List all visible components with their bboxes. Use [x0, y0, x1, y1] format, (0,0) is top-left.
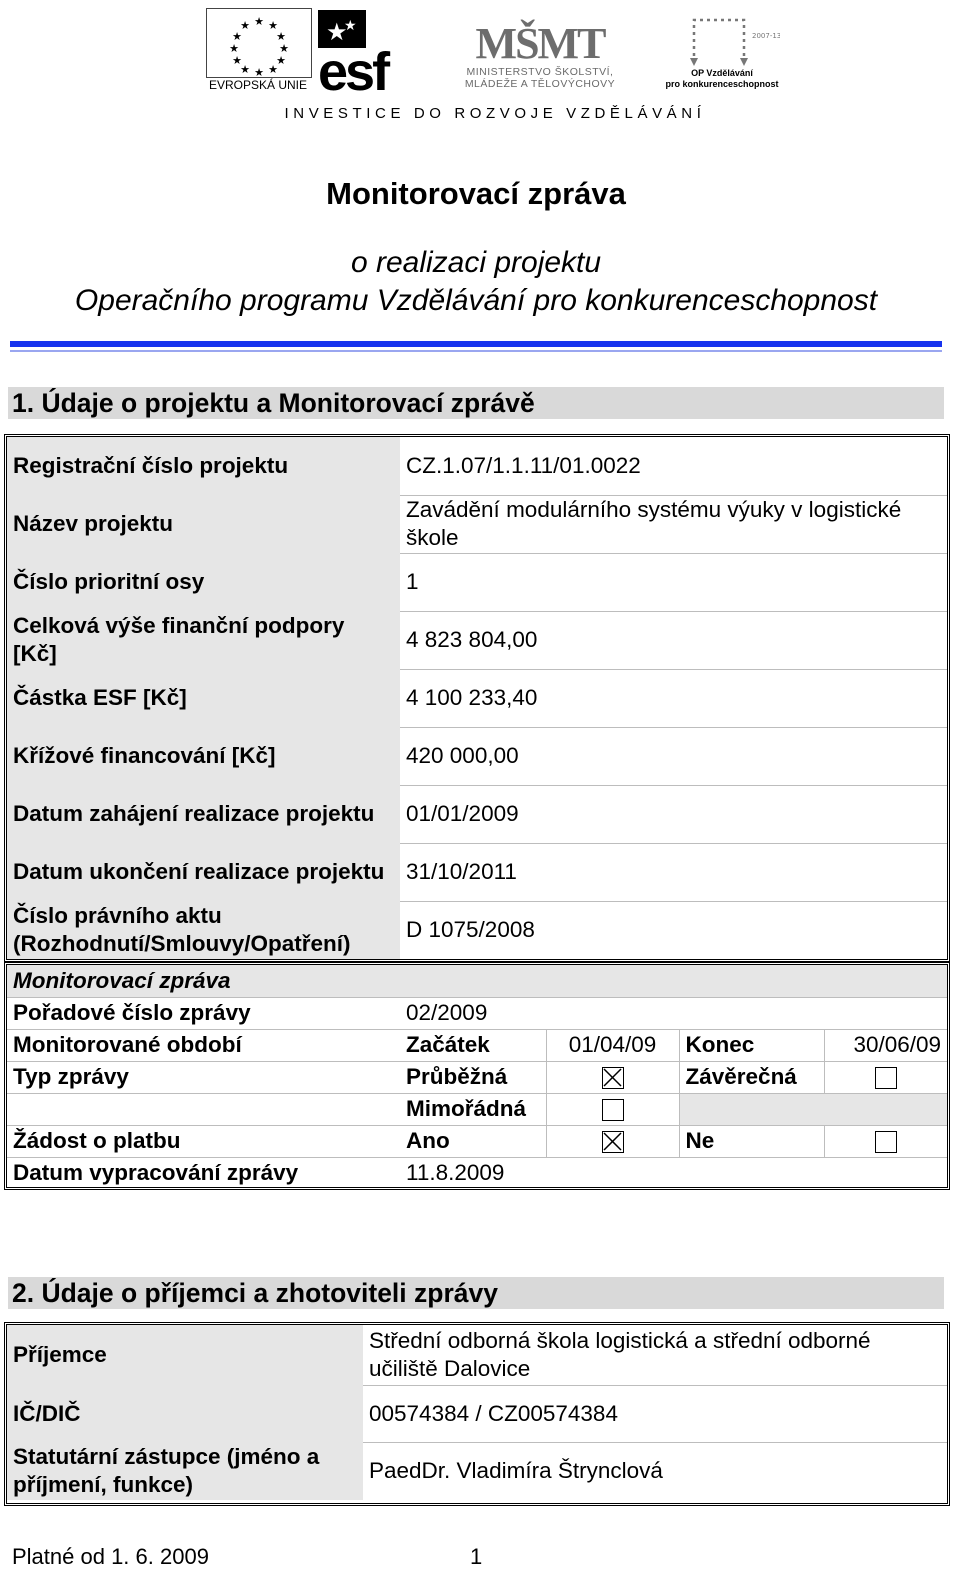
report-type-label: Typ zprávy: [7, 1061, 400, 1093]
row-value: CZ.1.07/1.1.11/01.0022: [400, 437, 947, 495]
table-row: [7, 1061, 947, 1093]
title-divider-shadow: [10, 350, 942, 352]
svg-text:★: ★: [276, 55, 286, 67]
table-row: [7, 901, 947, 959]
payment-no-label: Ne: [679, 1125, 824, 1157]
row-label: Číslo právního aktu (Rozhodnutí/Smlouvy/Opatření): [7, 901, 400, 959]
table-row: [7, 495, 947, 553]
type-interim-checkbox[interactable]: [602, 1067, 624, 1089]
table-row: [7, 1442, 947, 1500]
op-caption-line1: OP Vzdělávání: [691, 68, 753, 78]
msmt-caption-line1: MINISTERSTVO ŠKOLSTVÍ,: [466, 66, 614, 78]
row-value: Zavádění modulárního systému výuky v logistické škole: [400, 495, 947, 553]
recipient-table: [4, 1322, 950, 1506]
row-value: 420 000,00: [400, 727, 947, 785]
row-label: Celková výše finanční podpory [Kč]: [7, 611, 400, 669]
period-end-value: 30/06/09: [824, 1029, 947, 1061]
table-row: [7, 997, 947, 1029]
report-heading: Monitorovací zpráva: [7, 965, 947, 997]
svg-text:★: ★: [240, 64, 250, 76]
row-label: Částka ESF [Kč]: [7, 669, 400, 727]
period-label: Monitorované období: [7, 1029, 400, 1061]
msmt-caption-line2: MLÁDEŽE A TĚLOVÝCHOVY: [464, 78, 616, 90]
svg-text:★: ★: [229, 43, 239, 55]
svg-text:★: ★: [344, 18, 357, 34]
type-extra-checkbox[interactable]: [602, 1099, 624, 1121]
row-value: 4 823 804,00: [400, 611, 947, 669]
period-start-value: 01/04/09: [546, 1029, 679, 1061]
section-2-heading: 2. Údaje o příjemci a zhotoviteli zprávy: [8, 1277, 944, 1309]
msmt-logo: [452, 8, 628, 94]
eu-caption: EVROPSKÁ UNIE: [208, 78, 308, 92]
svg-text:★: ★: [326, 18, 348, 46]
table-row: [7, 785, 947, 843]
table-row: [7, 553, 947, 611]
table-row: [7, 669, 947, 727]
row-value: D 1075/2008: [406, 917, 535, 943]
row-label: Registrační číslo projektu: [7, 437, 400, 495]
esf-logo: [318, 10, 414, 92]
row-value: 4 100 233,40: [400, 669, 947, 727]
table-row: [7, 1157, 947, 1189]
page-number: 1: [470, 1544, 483, 1569]
eu-flag-icon: [206, 8, 312, 78]
report-number-label: Pořadové číslo zprávy: [7, 997, 400, 1029]
svg-text:★: ★: [254, 16, 264, 28]
row-value: 1: [400, 553, 947, 611]
row-value: PaedDr. Vladimíra Štrynclová: [369, 1458, 663, 1484]
row-label: Příjemce: [7, 1325, 363, 1385]
op-logo-icon: [664, 8, 780, 66]
svg-text:★: ★: [254, 67, 264, 77]
svg-text:★: ★: [232, 31, 242, 43]
row-label: Datum ukončení realizace projektu: [7, 843, 400, 901]
document-title: Monitorovací zpráva: [326, 176, 626, 211]
report-date-value: 11.8.2009: [406, 1160, 505, 1186]
table-row: [7, 1093, 947, 1125]
document-subtitle-1: o realizaci projektu: [350, 246, 602, 279]
period-start-label: Začátek: [400, 1029, 546, 1061]
op-caption-line2: pro konkurenceschopnost: [665, 79, 779, 89]
row-label: IČ/DIČ: [7, 1385, 363, 1442]
title-divider: [10, 341, 942, 347]
row-label: Statutární zástupce (jméno a příjmení, funkce): [7, 1442, 363, 1500]
type-interim-label: Průběžná: [400, 1061, 546, 1093]
table-row: [7, 965, 947, 997]
esf-logo-text: esf: [318, 42, 388, 92]
table-row: [7, 1029, 947, 1061]
svg-text:★: ★: [268, 20, 278, 32]
payment-no-checkbox[interactable]: [875, 1131, 897, 1153]
period-end-label: Konec: [679, 1029, 824, 1061]
svg-text:★: ★: [279, 43, 289, 55]
row-value: 31/10/2011: [400, 843, 947, 901]
row-label: Křížové financování [Kč]: [7, 727, 400, 785]
row-label: Číslo prioritní osy: [7, 553, 400, 611]
table-row: [7, 843, 947, 901]
row-value: 00574384 / CZ00574384: [363, 1385, 947, 1442]
table-row: [7, 727, 947, 785]
op-logo: [664, 8, 780, 94]
report-date-label: Datum vypracování zprávy: [13, 1160, 299, 1186]
table-row: [7, 611, 947, 669]
report-number-value: 02/2009: [400, 997, 947, 1029]
type-final-label: Závěrečná: [679, 1061, 824, 1093]
document-subtitle-2: Operačního programu Vzdělávání pro konkurenceschopnost: [74, 284, 878, 317]
row-value: 01/01/2009: [400, 785, 947, 843]
svg-text:★: ★: [354, 14, 363, 25]
table-row: [7, 1385, 947, 1442]
svg-text:★: ★: [240, 20, 250, 32]
svg-text:★: ★: [232, 55, 242, 67]
table-row: [7, 1125, 947, 1157]
section-1-heading: 1. Údaje o projektu a Monitorovací zprávě: [8, 387, 944, 419]
row-label: Datum zahájení realizace projektu: [7, 785, 400, 843]
payment-yes-label: Ano: [400, 1125, 546, 1157]
row-value: Střední odborná škola logistická a střední odborné učiliště Dalovice: [363, 1325, 947, 1385]
report-info-table: [4, 962, 950, 1190]
svg-text:★: ★: [268, 64, 278, 76]
type-extra-label: Mimořádná: [400, 1093, 546, 1125]
type-final-checkbox[interactable]: [875, 1067, 897, 1089]
row-label: Název projektu: [7, 495, 400, 553]
msmt-logo-text: MŠMT: [475, 19, 605, 66]
svg-text:★: ★: [276, 31, 286, 43]
svg-text:2007-13: 2007-13: [752, 32, 780, 40]
table-row: [7, 437, 947, 495]
payment-request-label: Žádost o platbu: [7, 1125, 400, 1157]
footer-valid-from: Platné od 1. 6. 2009: [12, 1544, 209, 1569]
investice-slogan: INVESTICE DO ROZVOJE VZDĚLÁVÁNÍ: [284, 105, 706, 122]
project-info-table: [4, 434, 950, 962]
table-row: [7, 1325, 947, 1385]
eu-logo: [206, 8, 310, 92]
payment-yes-checkbox[interactable]: [602, 1131, 624, 1153]
